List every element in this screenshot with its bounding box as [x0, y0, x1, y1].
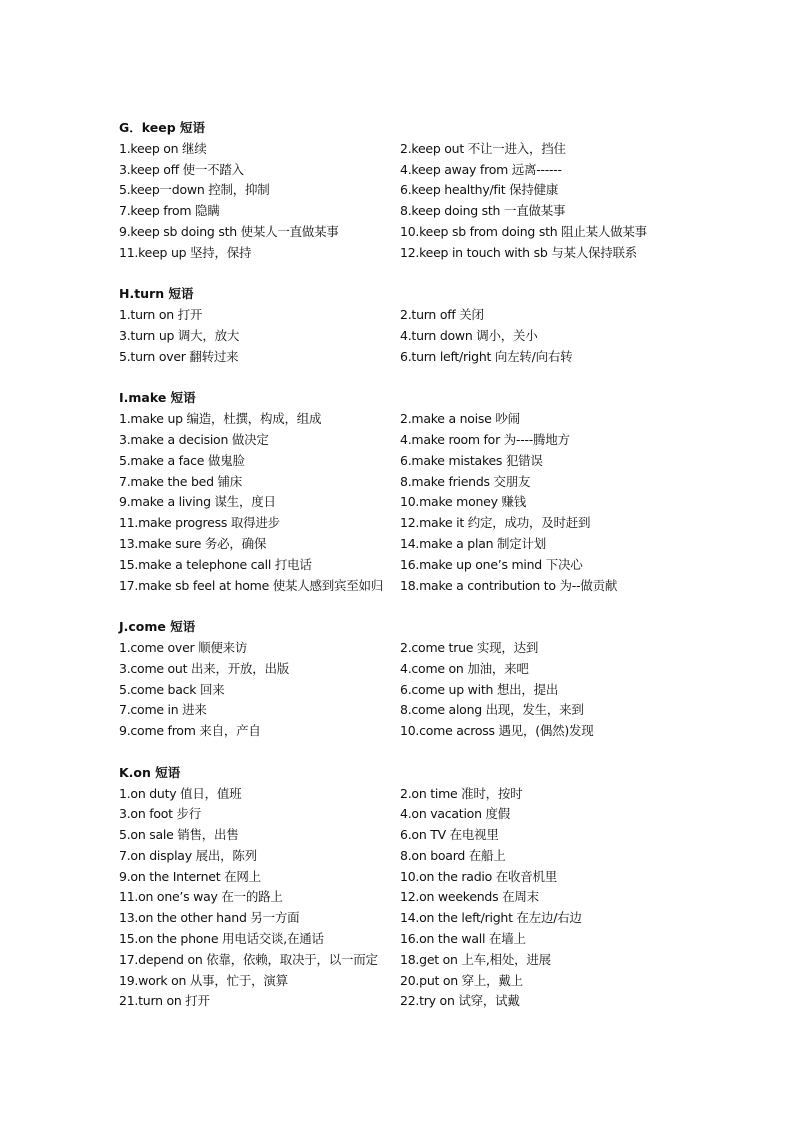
phrase-entry-right: 6.on TV 在电视里	[400, 827, 499, 843]
phrase-row	[119, 243, 679, 264]
phrase-entry-left: 17.make sb feel at home 使某人感到宾至如归	[119, 577, 384, 593]
phrase-entry-left: 17.depend on 依靠，依赖，取决于，以一而定	[119, 951, 378, 967]
phrase-row	[119, 638, 679, 659]
phrase-entry-left: 5.on sale 销售，出售	[119, 827, 239, 843]
section-spacer	[119, 596, 679, 617]
phrase-row	[119, 929, 679, 950]
phrase-entry-right: 2.come true 实现，达到	[400, 639, 539, 655]
phrase-entry-left: 11.keep up 坚持，保持	[119, 244, 252, 260]
phrase-row	[119, 784, 679, 805]
phrase-row	[119, 472, 679, 493]
phrase-entry-left: 9.keep sb doing sth 使某人一直做某事	[119, 223, 339, 239]
phrase-row	[119, 513, 679, 534]
phrase-entry-left: 1.on duty 值日，值班	[119, 785, 242, 801]
phrase-row	[119, 867, 679, 888]
phrase-row	[119, 430, 679, 451]
phrase-row	[119, 534, 679, 555]
phrase-entry-left: 13.on the other hand 另一方面	[119, 910, 300, 926]
phrase-section	[119, 388, 679, 596]
phrase-entry-left: 7.come in 进来	[119, 702, 207, 718]
section-heading: J.come 短语	[119, 619, 196, 635]
phrase-entry-right: 8.on board 在船上	[400, 847, 506, 863]
phrase-row	[119, 409, 679, 430]
phrase-row	[119, 950, 679, 971]
phrase-row	[119, 326, 679, 347]
phrase-entry-left: 5.turn over 翻转过来	[119, 348, 239, 364]
phrase-entry-left: 19.work on 从事，忙于，演算	[119, 972, 288, 988]
document-body	[119, 118, 679, 1012]
phrase-entry-right: 4.turn down 调小，关小	[400, 327, 538, 343]
phrase-row	[119, 555, 679, 576]
phrase-entry-right: 4.on vacation 度假	[400, 806, 510, 822]
phrase-entry-left: 13.make sure 务必，确保	[119, 535, 267, 551]
phrase-entry-right: 2.on time 准时，按时	[400, 785, 523, 801]
phrase-row	[119, 971, 679, 992]
phrase-row	[119, 908, 679, 929]
phrase-entry-left: 1.make up 编造，杜撰，构成，组成	[119, 411, 322, 427]
phrase-entry-right: 6.make mistakes 犯错误	[400, 452, 543, 468]
phrase-entry-right: 12.make it 约定，成功，及时赶到	[400, 515, 591, 531]
phrase-row	[119, 139, 679, 160]
phrase-entry-right: 14.on the left/right 在左边/右边	[400, 910, 582, 926]
phrase-entry-left: 7.make the bed 铺床	[119, 473, 242, 489]
phrase-entry-right: 10.on the radio 在收音机里	[400, 868, 557, 884]
phrase-entry-right: 12.on weekends 在周末	[400, 889, 539, 905]
phrase-entry-right: 6.turn left/right 向左转/向右转	[400, 348, 573, 364]
phrase-section	[119, 763, 679, 1013]
phrase-entry-right: 4.keep away from 远离------	[400, 161, 562, 177]
phrase-entry-left: 1.turn on 打开	[119, 307, 203, 323]
phrase-entry-right: 18.get on 上车,相处，进展	[400, 951, 551, 967]
phrase-row	[119, 991, 679, 1012]
phrase-entry-left: 9.on the Internet 在网上	[119, 868, 261, 884]
phrase-entry-right: 10.keep sb from doing sth 阻止某人做某事	[400, 223, 647, 239]
phrase-entry-right: 22.try on 试穿，试戴	[400, 993, 520, 1009]
phrase-entry-left: 5.make a face 做鬼脸	[119, 452, 245, 468]
section-heading: I.make 短语	[119, 390, 196, 406]
phrase-row	[119, 721, 679, 742]
phrase-entry-right: 20.put on 穿上，戴上	[400, 972, 523, 988]
phrase-entry-right: 8.make friends 交朋友	[400, 473, 531, 489]
phrase-entry-left: 3.keep off 使一不踏入	[119, 161, 244, 177]
phrase-row	[119, 659, 679, 680]
phrase-row	[119, 492, 679, 513]
phrase-entry-right: 4.make room for 为----腾地方	[400, 431, 570, 447]
phrase-entry-right: 6.keep healthy/fit 保持健康	[400, 182, 559, 198]
phrase-entry-right: 12.keep in touch with sb 与某人保持联系	[400, 244, 637, 260]
phrase-row	[119, 700, 679, 721]
phrase-entry-left: 7.on display 展出，陈列	[119, 847, 257, 863]
phrase-row	[119, 180, 679, 201]
section-heading: K.on 短语	[119, 764, 181, 780]
section-heading: H.turn 短语	[119, 286, 194, 302]
phrase-entry-right: 16.on the wall 在墙上	[400, 931, 526, 947]
phrase-row	[119, 305, 679, 326]
phrase-entry-left: 3.come out 出来，开放，出版	[119, 660, 289, 676]
phrase-row	[119, 680, 679, 701]
phrase-section	[119, 118, 679, 264]
phrase-entry-right: 2.make a noise 吵闹	[400, 411, 520, 427]
phrase-entry-right: 8.keep doing sth 一直做某事	[400, 203, 566, 219]
phrase-entry-left: 11.make progress 取得进步	[119, 515, 280, 531]
phrase-entry-left: 9.come from 来自，产自	[119, 723, 261, 739]
phrase-entry-left: 1.keep on 继续	[119, 140, 207, 156]
phrase-row	[119, 887, 679, 908]
phrase-entry-left: 3.turn up 调大，放大	[119, 327, 240, 343]
phrase-entry-right: 16.make up one’s mind 下决心	[400, 556, 583, 572]
phrase-row	[119, 846, 679, 867]
phrase-row	[119, 160, 679, 181]
phrase-entry-right: 14.make a plan 制定计划	[400, 535, 547, 551]
phrase-entry-left: 5.keep一down 控制，抑制	[119, 182, 270, 198]
phrase-entry-left: 1.come over 顺便来访	[119, 639, 248, 655]
phrase-entry-right: 10.come across 遇见，(偶然)发现	[400, 723, 594, 739]
phrase-row	[119, 451, 679, 472]
phrase-entry-left: 9.make a living 谋生，度日	[119, 494, 276, 510]
phrase-entry-left: 3.make a decision 做决定	[119, 431, 269, 447]
phrase-row	[119, 347, 679, 368]
phrase-entry-right: 8.come along 出现，发生，来到	[400, 702, 584, 718]
phrase-section	[119, 617, 679, 742]
phrase-entry-left: 15.make a telephone call 打电话	[119, 556, 312, 572]
section-spacer	[119, 742, 679, 763]
phrase-entry-right: 18.make a contribution to 为--做贡献	[400, 577, 618, 593]
phrase-entry-left: 3.on foot 步行	[119, 806, 202, 822]
phrase-row	[119, 201, 679, 222]
section-spacer	[119, 264, 679, 285]
phrase-entry-left: 5.come back 回来	[119, 681, 225, 697]
phrase-entry-left: 7.keep from 隐瞒	[119, 203, 220, 219]
phrase-row	[119, 222, 679, 243]
section-spacer	[119, 368, 679, 389]
phrase-entry-right: 10.make money 赚钱	[400, 494, 526, 510]
phrase-row	[119, 804, 679, 825]
section-heading: G．keep 短语	[119, 120, 205, 135]
phrase-entry-right: 6.come up with 想出，提出	[400, 681, 559, 697]
phrase-row	[119, 825, 679, 846]
phrase-section	[119, 284, 679, 367]
phrase-entry-right: 2.turn off 关闭	[400, 307, 484, 323]
phrase-entry-left: 21.turn on 打开	[119, 993, 210, 1009]
phrase-entry-left: 15.on the phone 用电话交谈,在通话	[119, 931, 324, 947]
phrase-entry-right: 4.come on 加油，来吧	[400, 660, 529, 676]
phrase-entry-right: 2.keep out 不让一进入，挡住	[400, 140, 566, 156]
phrase-row	[119, 576, 679, 597]
phrase-entry-left: 11.on one’s way 在一的路上	[119, 889, 283, 905]
